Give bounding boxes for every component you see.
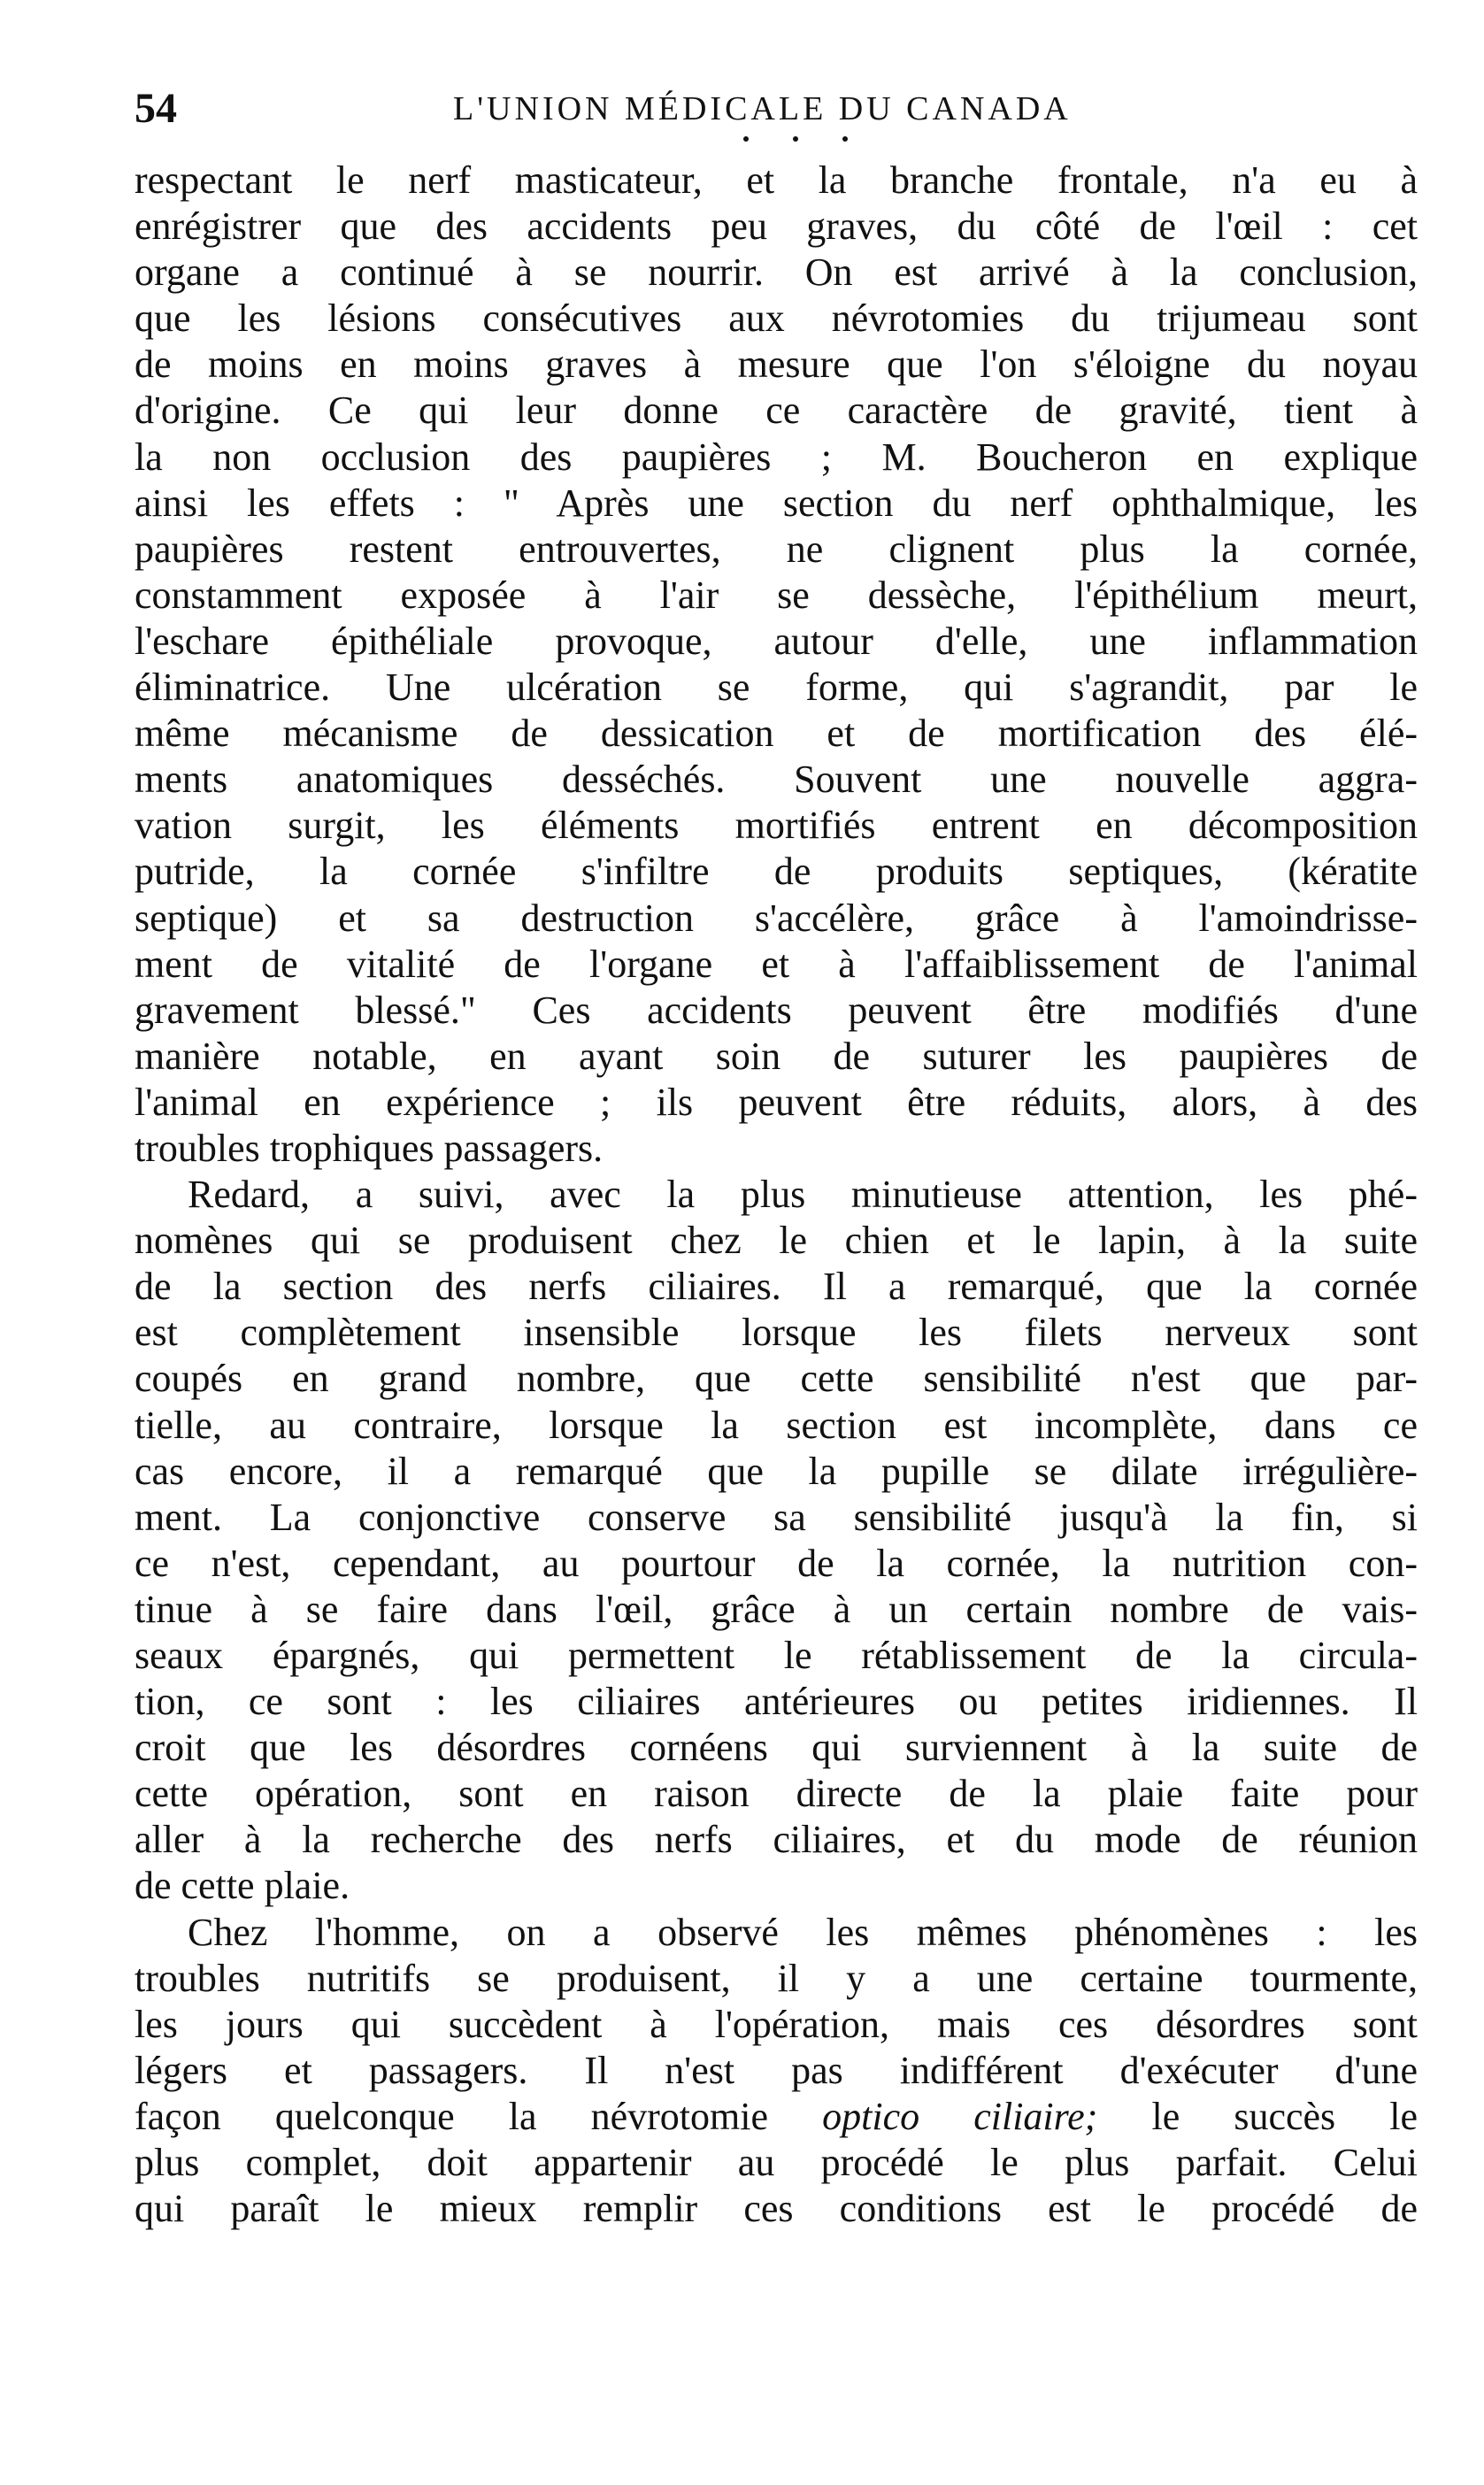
- text-line: éliminatrice. Une ulcération se forme, qui s'agrandit, par le: [135, 665, 1418, 710]
- text-line: ment. La conjonctive conserve sa sensibilité jusqu'à la fin, si: [135, 1495, 1418, 1539]
- text-line: d'origine. Ce qui leur donne ce caractère de gravité, tient à: [135, 389, 1418, 433]
- text-line: croit que les désordres cornéens qui surviennent à la suite de: [135, 1726, 1418, 1770]
- text-line: organe a continué à se nourrir. On est arrivé à la conclusion,: [135, 250, 1418, 295]
- text-line: ainsi les effets : " Après une section du nerf ophthalmique, les: [135, 481, 1418, 525]
- text-line: troubles nutritifs se produisent, il y a une certaine tourmente,: [135, 1956, 1418, 2000]
- text-line: l'animal en expérience ; ils peuvent être réduits, alors, à des: [135, 1080, 1418, 1124]
- text-line-with-italic: [135, 2094, 1418, 2140]
- text-line: est complètement insensible lorsque les filets nerveux sont: [135, 1311, 1418, 1355]
- page-header: [135, 78, 1416, 140]
- paragraph-start-line: Chez l'homme, on a observé les mêmes phénomènes : les: [188, 1910, 1418, 1954]
- text-line: tion, ce sont : les ciliaires antérieures ou petites iridiennes. Il: [135, 1680, 1418, 1724]
- text-line: que les lésions consécutives aux névrotomies du trijumeau sont: [135, 296, 1418, 341]
- text-line: les jours qui succèdent à l'opération, mais ces désordres sont: [135, 2002, 1418, 2046]
- text-line: la non occlusion des paupières ; M. Boucheron en explique: [135, 435, 1418, 479]
- text-line: septique) et sa destruction s'accélère, grâce à l'amoindrisse-: [135, 896, 1418, 940]
- running-title: L'UNION MÉDICALE DU CANADA: [453, 90, 1072, 127]
- text-line: coupés en grand nombre, que cette sensibilité n'est que par-: [135, 1357, 1418, 1401]
- text-line: aller à la recherche des nerfs ciliaires, et du mode de réunion: [135, 1818, 1418, 1862]
- header-dots-ornament: [743, 136, 850, 147]
- page-number: 54: [135, 85, 177, 132]
- text-line: de la section des nerfs ciliaires. Il a remarqué, que la cornée: [135, 1265, 1418, 1309]
- text-line: gravement blessé." Ces accidents peuvent être modifiés d'une: [135, 988, 1418, 1032]
- text-line: enrégistrer que des accidents peu graves, du côté de l'œil : cet: [135, 204, 1418, 249]
- text-line: cas encore, il a remarqué que la pupille se dilate irrégulière-: [135, 1449, 1418, 1493]
- text-line: l'eschare épithéliale provoque, autour d'elle, une inflammation: [135, 619, 1418, 663]
- paragraph-start-line: Redard, a suivi, avec la plus minutieuse attention, les phé-: [188, 1173, 1418, 1217]
- text-line: respectant le nerf masticateur, et la branche frontale, n'a eu à: [135, 158, 1418, 202]
- text-line: ce n'est, cependant, au pourtour de la cornée, la nutrition con-: [135, 1541, 1418, 1585]
- body-text: [135, 158, 1418, 2232]
- paragraph-end-line: de cette plaie.: [135, 1864, 350, 1908]
- text-segment: façon quelconque la névrotomie: [135, 2094, 769, 2138]
- paragraph-end-line: troubles trophiques passagers.: [135, 1126, 604, 1170]
- text-line: légers et passagers. Il n'est pas indifférent d'exécuter d'une: [135, 2048, 1418, 2092]
- text-line: plus complet, doit appartenir au procédé le plus parfait. Celui: [135, 2141, 1418, 2185]
- text-line: ments anatomiques desséchés. Souvent une nouvelle aggra-: [135, 758, 1418, 802]
- text-line: cette opération, sont en raison directe de la plaie faite pour: [135, 1772, 1418, 1816]
- text-line: manière notable, en ayant soin de suturer les paupières de: [135, 1034, 1418, 1078]
- ornament-dot: [842, 136, 848, 142]
- text-line: qui paraît le mieux remplir ces conditions est le procédé de: [135, 2187, 1418, 2231]
- text-line: tinue à se faire dans l'œil, grâce à un certain nombre de vais-: [135, 1587, 1418, 1631]
- text-line: tielle, au contraire, lorsque la section est incomplète, dans ce: [135, 1403, 1418, 1447]
- text-line: putride, la cornée s'infiltre de produits septiques, (kératite: [135, 850, 1418, 894]
- text-line: paupières restent entrouvertes, ne clignent plus la cornée,: [135, 527, 1418, 571]
- text-line: seaux épargnés, qui permettent le rétablissement de la circula-: [135, 1634, 1418, 1677]
- text-line: de moins en moins graves à mesure que l'on s'éloigne du noyau: [135, 342, 1418, 387]
- ornament-dot: [793, 136, 798, 142]
- text-line: ment de vitalité de l'organe et à l'affaiblissement de l'animal: [135, 942, 1418, 986]
- italic-term: optico ciliaire;: [822, 2094, 1098, 2138]
- text-line: constamment exposée à l'air se dessèche, l'épithélium meurt,: [135, 573, 1418, 617]
- text-segment: le succès le: [1151, 2094, 1419, 2138]
- text-line: même mécanisme de dessication et de mortification des élé-: [135, 712, 1418, 756]
- ornament-dot: [743, 136, 749, 142]
- text-line: nomènes qui se produisent chez le chien et le lapin, à la suite: [135, 1219, 1418, 1263]
- text-line: vation surgit, les éléments mortifiés entrent en décomposition: [135, 804, 1418, 848]
